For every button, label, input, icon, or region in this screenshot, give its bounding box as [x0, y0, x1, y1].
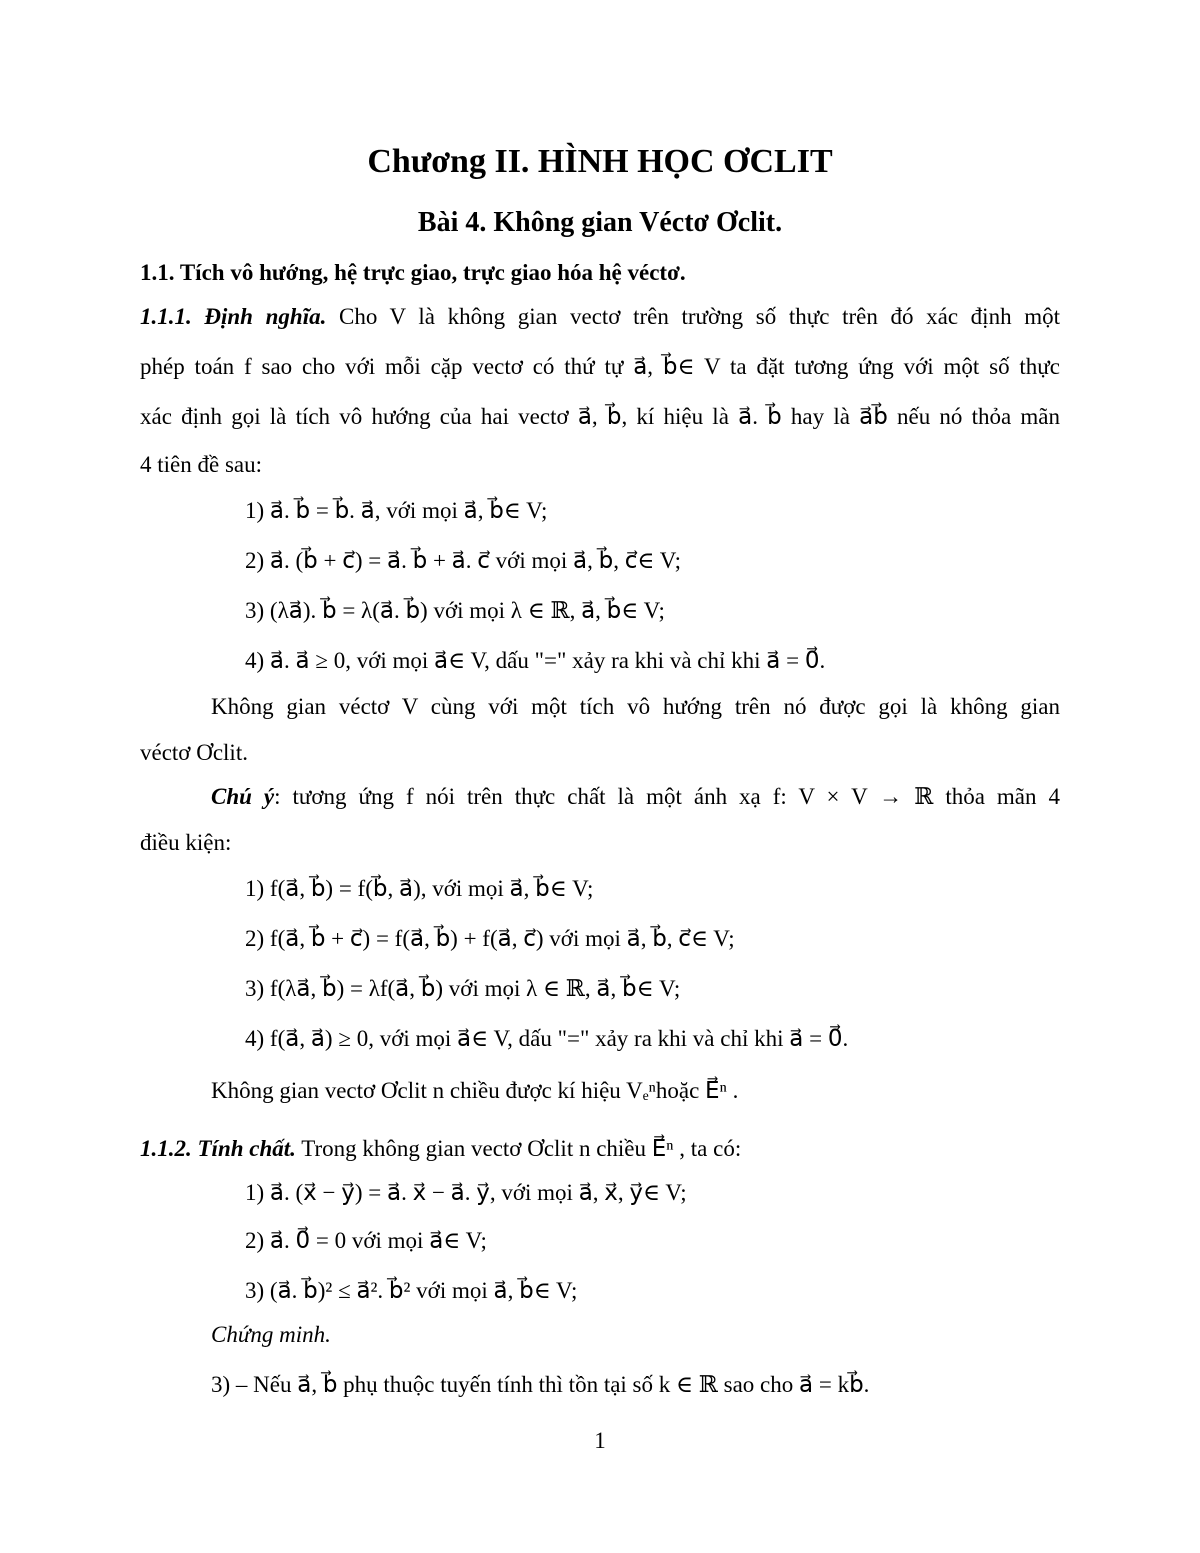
axiom-4: 4) a⃗. a⃗ ≥ 0, với mọi a⃗∈ V, dấu "=" xảy ra khi và chỉ khi a⃗ = 0⃗. — [245, 648, 826, 673]
definition-line-4: 4 tiên đề sau: — [140, 452, 262, 477]
condition-4: 4) f(a⃗, a⃗) ≥ 0, với mọi a⃗∈ V, dấu "=" xảy ra khi và chỉ khi a⃗ = 0⃗. — [245, 1026, 849, 1051]
definition-label: 1.1.1. Định nghĩa. — [140, 304, 327, 329]
definition-text-1: Cho V là không gian vectơ trên trường số thực trên đó xác định một — [326, 304, 1060, 329]
axiom-1: 1) a⃗. b⃗ = b⃗. a⃗, với mọi a⃗, b⃗∈ V; — [245, 498, 548, 523]
note-line-1 — [211, 782, 1060, 812]
note-label: Chú ý — [211, 784, 275, 809]
note-text-1: : tương ứng f nói trên thực chất là một ánh xạ f: V × V → ℝ thỏa mãn 4 — [274, 784, 1060, 809]
proof-line: 3) – Nếu a⃗, b⃗ phụ thuộc tuyến tính thì tồn tại số k ∈ ℝ sao cho a⃗ = kb⃗. — [211, 1372, 870, 1397]
definition-line-2: phép toán f sao cho với mỗi cặp vectơ có thứ tự a⃗, b⃗∈ V ta đặt tương ứng với một số thực — [140, 354, 1060, 379]
notation-line: Không gian vectơ Ơclit n chiều được kí hiệu Vₑⁿhoặc E⃗ⁿ . — [211, 1078, 739, 1103]
axiom-3: 3) (λa⃗). b⃗ = λ(a⃗. b⃗) với mọi λ ∈ ℝ, a⃗, b⃗∈ V; — [245, 598, 665, 623]
page-number: 1 — [594, 1428, 606, 1453]
condition-3: 3) f(λa⃗, b⃗) = λf(a⃗, b⃗) với mọi λ ∈ ℝ, a⃗, b⃗∈ V; — [245, 976, 681, 1001]
definition-conclusion-2: véctơ Ơclit. — [140, 740, 248, 765]
note-line-2: điều kiện: — [140, 830, 232, 855]
axiom-2: 2) a⃗. (b⃗ + c⃗) = a⃗. b⃗ + a⃗. c⃗ với mọi a⃗, b⃗, c⃗∈ V; — [245, 548, 681, 573]
definition-line-3: xác định gọi là tích vô hướng của hai vectơ a⃗, b⃗, kí hiệu là a⃗. b⃗ hay là a⃗b⃗ nếu nó thỏa mãn — [140, 404, 1060, 429]
property-1: 1) a⃗. (x⃗ − y⃗) = a⃗. x⃗ − a⃗. y⃗, với mọi a⃗, x⃗, y⃗∈ V; — [245, 1180, 687, 1205]
property-label: 1.1.2. Tính chất. — [140, 1136, 296, 1161]
property-line — [140, 1134, 741, 1164]
lesson-title: Bài 4. Không gian Véctơ Ơclit. — [417, 207, 783, 238]
condition-2: 2) f(a⃗, b⃗ + c⃗) = f(a⃗, b⃗) + f(a⃗, c⃗) với mọi a⃗, b⃗, c⃗∈ V; — [245, 926, 735, 951]
condition-1: 1) f(a⃗, b⃗) = f(b⃗, a⃗), với mọi a⃗, b⃗∈ V; — [245, 876, 594, 901]
definition-line-1 — [140, 302, 1060, 332]
section-heading: 1.1. Tích vô hướng, hệ trực giao, trực giao hóa hệ véctơ. — [140, 260, 686, 285]
property-2: 2) a⃗. 0⃗ = 0 với mọi a⃗∈ V; — [245, 1228, 487, 1253]
property-intro: Trong không gian vectơ Ơclit n chiều E⃗ⁿ , ta có: — [295, 1136, 742, 1161]
proof-label: Chứng minh. — [211, 1322, 331, 1347]
chapter-title: Chương II. HÌNH HỌC ƠCLIT — [367, 143, 833, 180]
property-3: 3) (a⃗. b⃗)² ≤ a⃗². b⃗² với mọi a⃗, b⃗∈ V; — [245, 1278, 578, 1303]
definition-conclusion-1: Không gian véctơ V cùng với một tích vô hướng trên nó được gọi là không gian — [211, 694, 1060, 719]
